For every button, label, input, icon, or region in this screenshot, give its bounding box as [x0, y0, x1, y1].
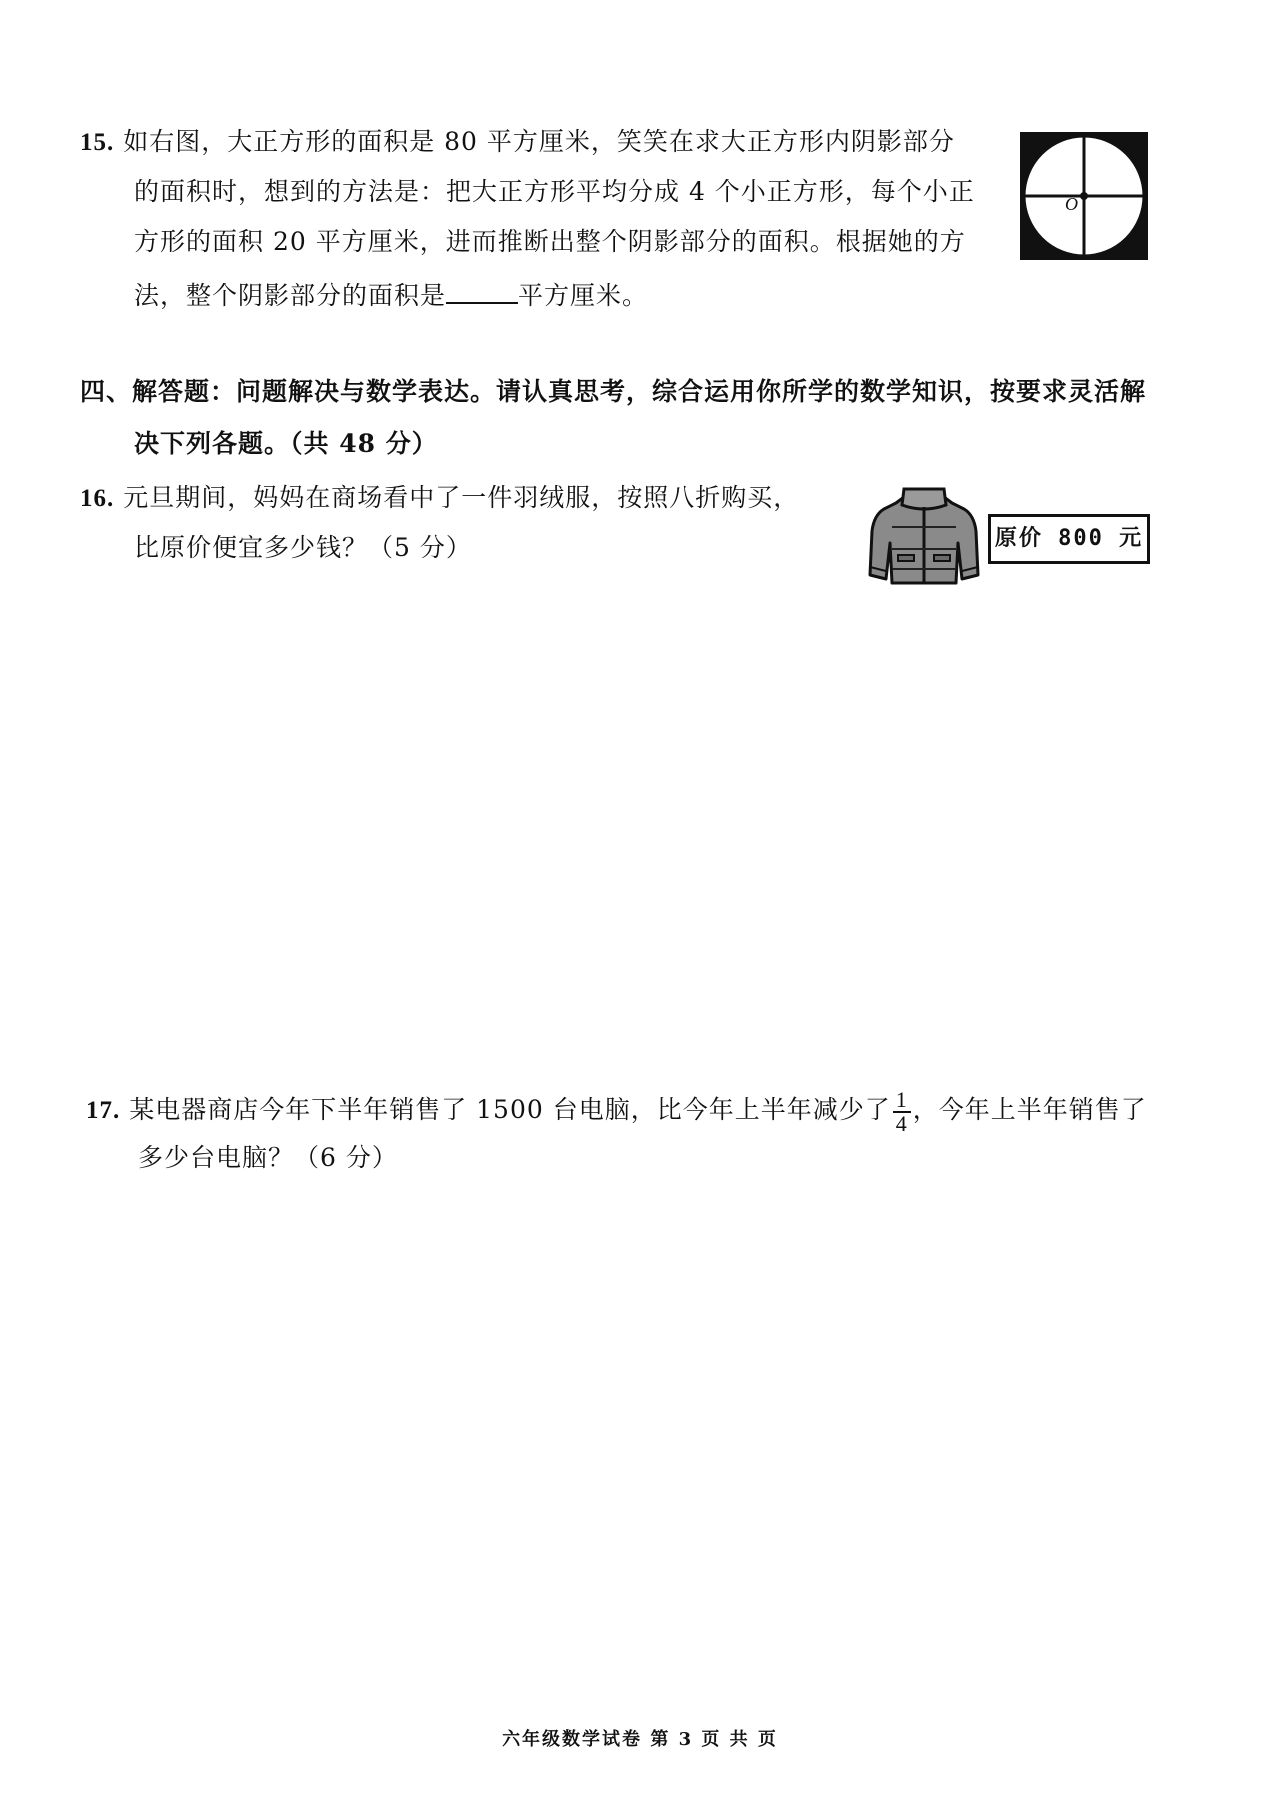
- fraction-one-quarter: [893, 1086, 911, 1136]
- q17-number: 17.: [86, 1097, 121, 1124]
- price-tag: 原价 800 元: [988, 514, 1150, 564]
- q15-text-1: 如右图，大正方形的面积是 80 平方厘米，笑笑在求大正方形内阴影部分: [123, 127, 955, 156]
- q17-text-1-post: ，今年上半年销售了: [912, 1095, 1147, 1124]
- down-jacket-icon: [866, 483, 982, 589]
- answer-blank[interactable]: [446, 276, 518, 304]
- square-circle-figure: [1020, 132, 1148, 260]
- fraction-numerator: 1: [893, 1089, 911, 1113]
- q15-line-2: 的面积时，想到的方法是：把大正方形平均分成 4 个小正方形，每个小正: [134, 177, 975, 206]
- q15-line-1: [80, 124, 955, 161]
- q17-line-2: 多少台电脑？（6 分）: [138, 1143, 398, 1172]
- q16-line-1: [80, 480, 799, 517]
- q16-number: 16.: [80, 485, 115, 512]
- q15-number: 15.: [80, 129, 115, 156]
- q15-line-3: 方形的面积 20 平方厘米，进而推断出整个阴影部分的面积。根据她的方: [134, 227, 966, 256]
- center-label: O: [1065, 194, 1078, 214]
- q17-line-1: [86, 1080, 1147, 1141]
- q15-text-4: 法，整个阴影部分的面积是: [134, 281, 447, 310]
- section-4-heading: 四、解答题：问题解决与数学表达。请认真思考，综合运用你所学的数学知识，按要求灵活解: [80, 377, 1147, 406]
- section-4-heading-cont: 决下列各题。（共 48 分）: [134, 429, 438, 458]
- q15-text-4-post: 平方厘米。: [518, 281, 649, 310]
- q16-text-1: 元旦期间，妈妈在商场看中了一件羽绒服，按照八折购买，: [123, 483, 800, 512]
- q17-text-1: 某电器商店今年下半年销售了 1500 台电脑，比今年上半年减少了: [129, 1095, 891, 1124]
- shaded-square-diagram: [1020, 132, 1148, 260]
- q15-line-4: [134, 276, 648, 314]
- page-footer: 六年级数学试卷 第 3 页 共 页: [502, 1729, 778, 1750]
- fraction-denominator: 4: [895, 1110, 908, 1136]
- q16-line-2: 比原价便宜多少钱？（5 分）: [134, 533, 472, 562]
